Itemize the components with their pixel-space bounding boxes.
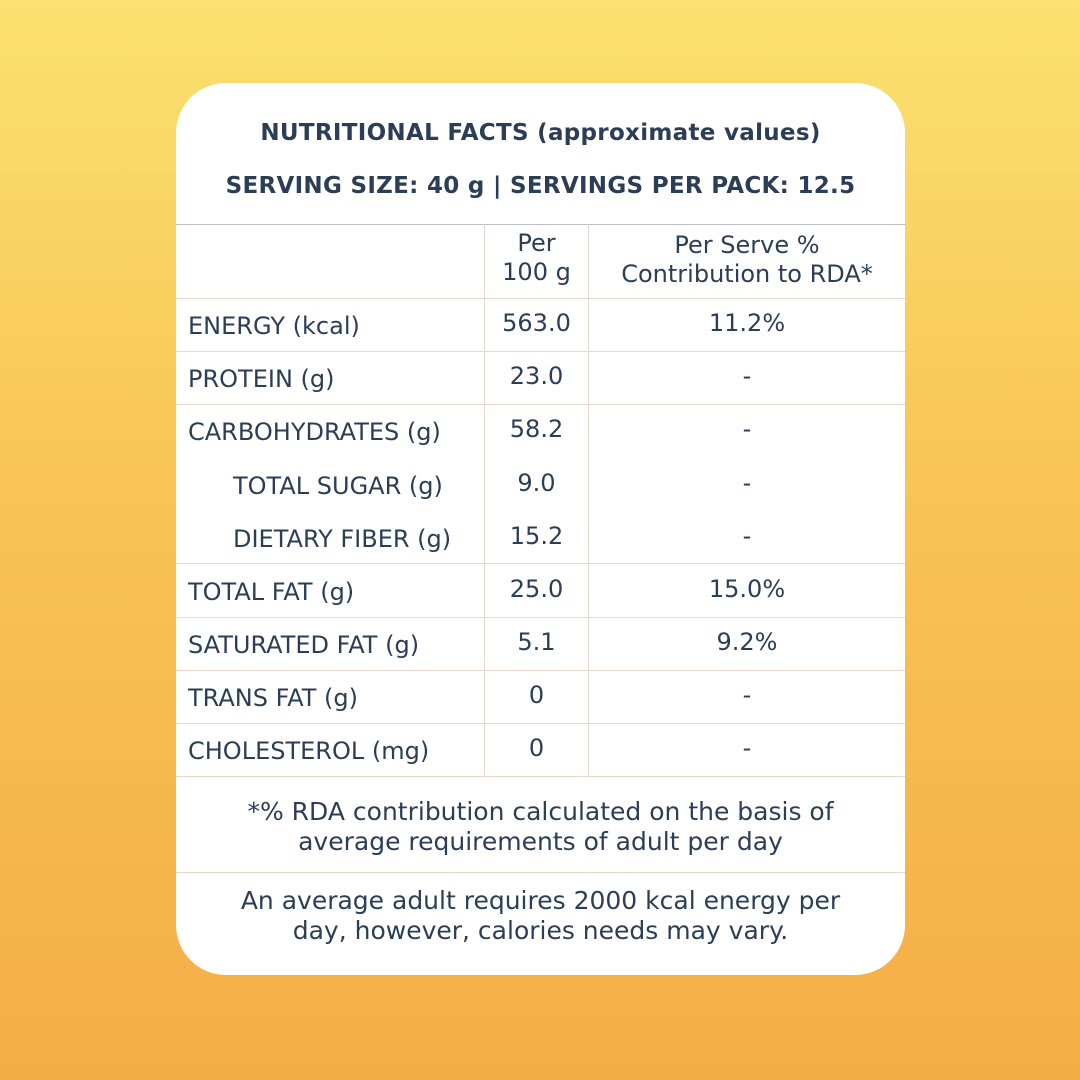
rda-total-fat: 15.0%: [708, 575, 786, 603]
nutrition-facts-card: [176, 83, 905, 975]
row-border-3: [176, 563, 905, 564]
rda-footnote-line1: *% RDA contribution calculated on the basis of: [247, 797, 834, 826]
per100-saturated-fat: 5.1: [517, 628, 556, 656]
column-header-rda-line1: Per Serve %: [674, 231, 820, 259]
header-row-border: [176, 298, 905, 299]
per100-energy: 563.0: [502, 309, 571, 337]
nutrient-name-saturated-fat: SATURATED FAT (g): [188, 631, 420, 659]
row-border-2: [176, 404, 905, 405]
per100-cholesterol: 0: [528, 734, 545, 762]
per100-total-sugar: 9.0: [517, 469, 556, 497]
rda-footnote-line2: average requirements of adult per day: [298, 827, 783, 856]
rda-saturated-fat: 9.2%: [716, 628, 778, 656]
rda-cholesterol: -: [742, 734, 752, 762]
nutrient-name-total-fat: TOTAL FAT (g): [188, 578, 355, 606]
per100-carbohydrates: 58.2: [509, 415, 564, 443]
footnote-divider: [176, 872, 905, 873]
row-border-5: [176, 670, 905, 671]
nutrient-name-cholesterol: CHOLESTEROL (mg): [188, 737, 430, 765]
energy-footnote-line1: An average adult requires 2000 kcal energy per: [240, 886, 841, 915]
nutrient-name-carbohydrates: CARBOHYDRATES (g): [188, 418, 441, 446]
column-header-per-100g: [485, 229, 588, 287]
table-top-border: [176, 224, 905, 225]
nutrient-name-total-sugar: TOTAL SUGAR (g): [233, 472, 443, 500]
nutrient-name-trans-fat: TRANS FAT (g): [188, 684, 359, 712]
column-header-per-100g-line1: Per: [517, 229, 556, 257]
energy-footnote: [176, 886, 905, 946]
column-header-rda: [589, 231, 905, 289]
rda-protein: -: [742, 362, 752, 390]
nutrient-name-energy: ENERGY (kcal): [188, 312, 360, 340]
per100-dietary-fiber: 15.2: [509, 522, 564, 550]
per100-trans-fat: 0: [528, 681, 545, 709]
rda-total-sugar: -: [742, 469, 752, 497]
nutrient-name-protein: PROTEIN (g): [188, 365, 335, 393]
column-header-rda-line2: Contribution to RDA*: [621, 260, 873, 288]
rda-carbohydrates: -: [742, 415, 752, 443]
row-border-4: [176, 617, 905, 618]
rda-dietary-fiber: -: [742, 522, 752, 550]
energy-footnote-line2: day, however, calories needs may vary.: [292, 916, 789, 945]
nutrition-title: NUTRITIONAL FACTS (approximate values): [260, 120, 821, 146]
rda-footnote: [176, 797, 905, 857]
rda-trans-fat: -: [742, 681, 752, 709]
nutrient-name-dietary-fiber: DIETARY FIBER (g): [233, 525, 452, 553]
row-border-6: [176, 723, 905, 724]
row-border-1: [176, 351, 905, 352]
rda-energy: 11.2%: [708, 309, 786, 337]
serving-size-info: SERVING SIZE: 40 g | SERVINGS PER PACK: 12.5: [225, 173, 856, 199]
per100-protein: 23.0: [509, 362, 564, 390]
table-bottom-border: [176, 776, 905, 777]
per100-total-fat: 25.0: [509, 575, 564, 603]
column-header-per-100g-line2: 100 g: [502, 258, 571, 286]
